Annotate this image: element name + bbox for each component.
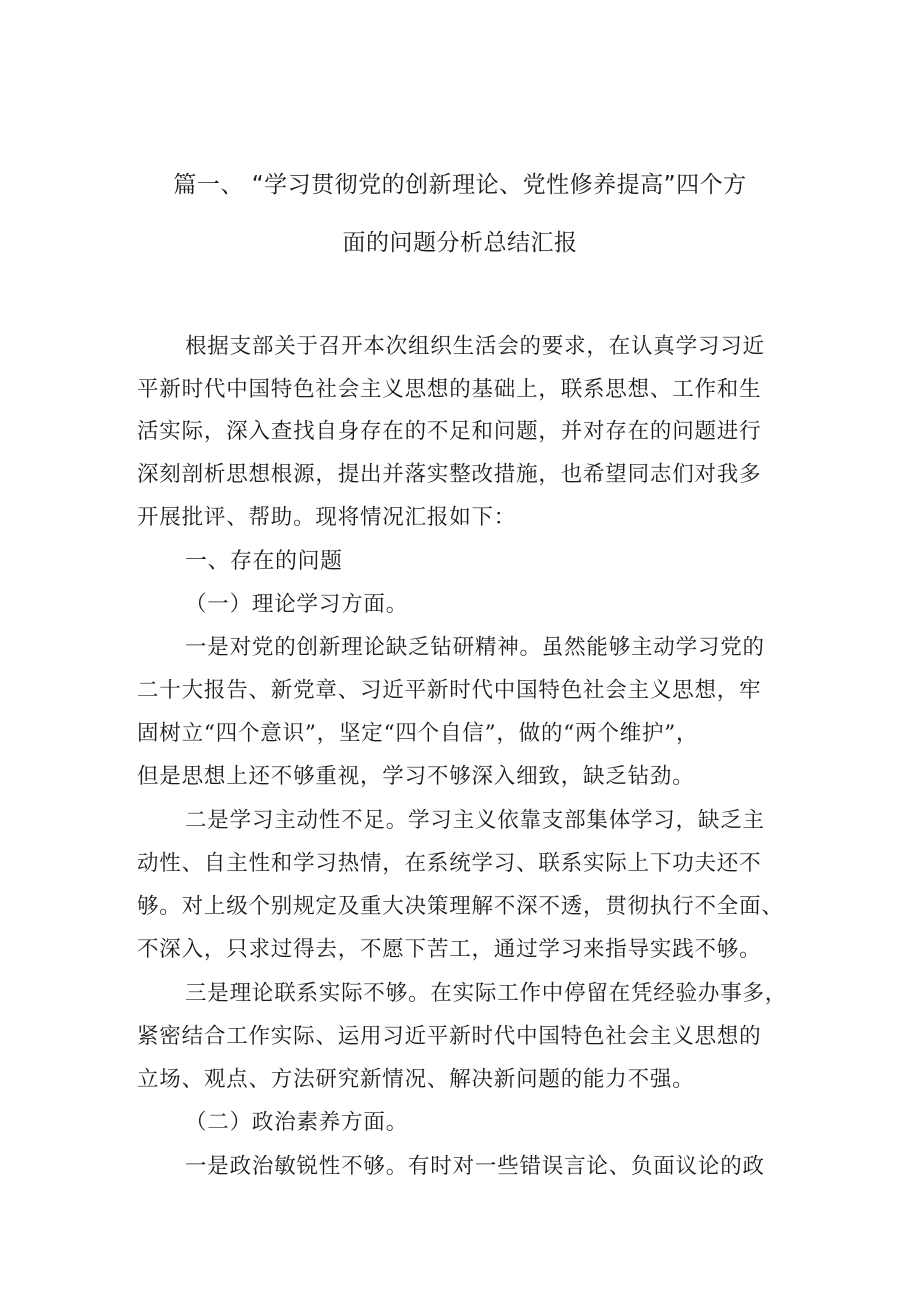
text-line: 二是学习主动性不足。学习主义依靠支部集体学习，缺乏主 xyxy=(185,808,765,833)
text-line: 立场、观点、方法研究新情况、解决新问题的能力不强。 xyxy=(137,1067,695,1092)
text-line: 一是政治敏锐性不够。有时对一些错误言论、负面议论的政 xyxy=(185,1154,765,1179)
text-line: 三是理论联系实际不够。在实际工作中停留在凭经验办事多， xyxy=(185,981,788,1006)
text-line: 够。对上级个别规定及重大决策理解不深不透，贯彻执行不全面、 xyxy=(137,894,784,919)
text-line: 平新时代中国特色社会主义思想的基础上，联系思想、工作和生 xyxy=(137,377,762,402)
subsection-heading: （一）理论学习方面。 xyxy=(185,592,409,617)
document-title-line-2: 面的问题分析总结汇报 xyxy=(342,230,578,256)
text-line: 开展批评、帮助。现将情况汇报如下： xyxy=(137,505,517,530)
text-line: 根据支部关于召开本次组织生活会的要求，在认真学习习近 xyxy=(185,334,765,359)
text-line: 二十大报告、新党章、习近平新时代中国特色社会主义思想，牢 xyxy=(137,678,762,703)
text-line: 一是对党的创新理论缺乏钻研精神。虽然能够主动学习党的 xyxy=(185,635,765,660)
text-line: 活实际，深入查找自身存在的不足和问题，并对存在的问题进行 xyxy=(137,419,762,444)
subsection-heading: （二）政治素养方面。 xyxy=(185,1110,409,1135)
section-heading: 一、存在的问题 xyxy=(185,549,343,574)
text-line: 深刻剖析思想根源，提出并落实整改措施，也希望同志们对我多 xyxy=(137,462,762,487)
document-title-line-1: 篇一、 “学习贯彻党的创新理论、党性修养提高”四个方 xyxy=(173,172,747,198)
text-line: 但是思想上还不够重视，学习不够深入细致，缺乏钻劲。 xyxy=(137,764,695,789)
text-line: 固树立“四个意识”，坚定“四个自信”，做的“两个维护”， xyxy=(137,721,699,746)
text-line: 紧密结合工作实际、运用习近平新时代中国特色社会主义思想的 xyxy=(137,1024,762,1049)
text-line: 不深入，只求过得去，不愿下苦工，通过学习来指导实践不够。 xyxy=(137,937,762,962)
text-line: 动性、自主性和学习热情，在系统学习、联系实际上下功夫还不 xyxy=(137,851,762,876)
